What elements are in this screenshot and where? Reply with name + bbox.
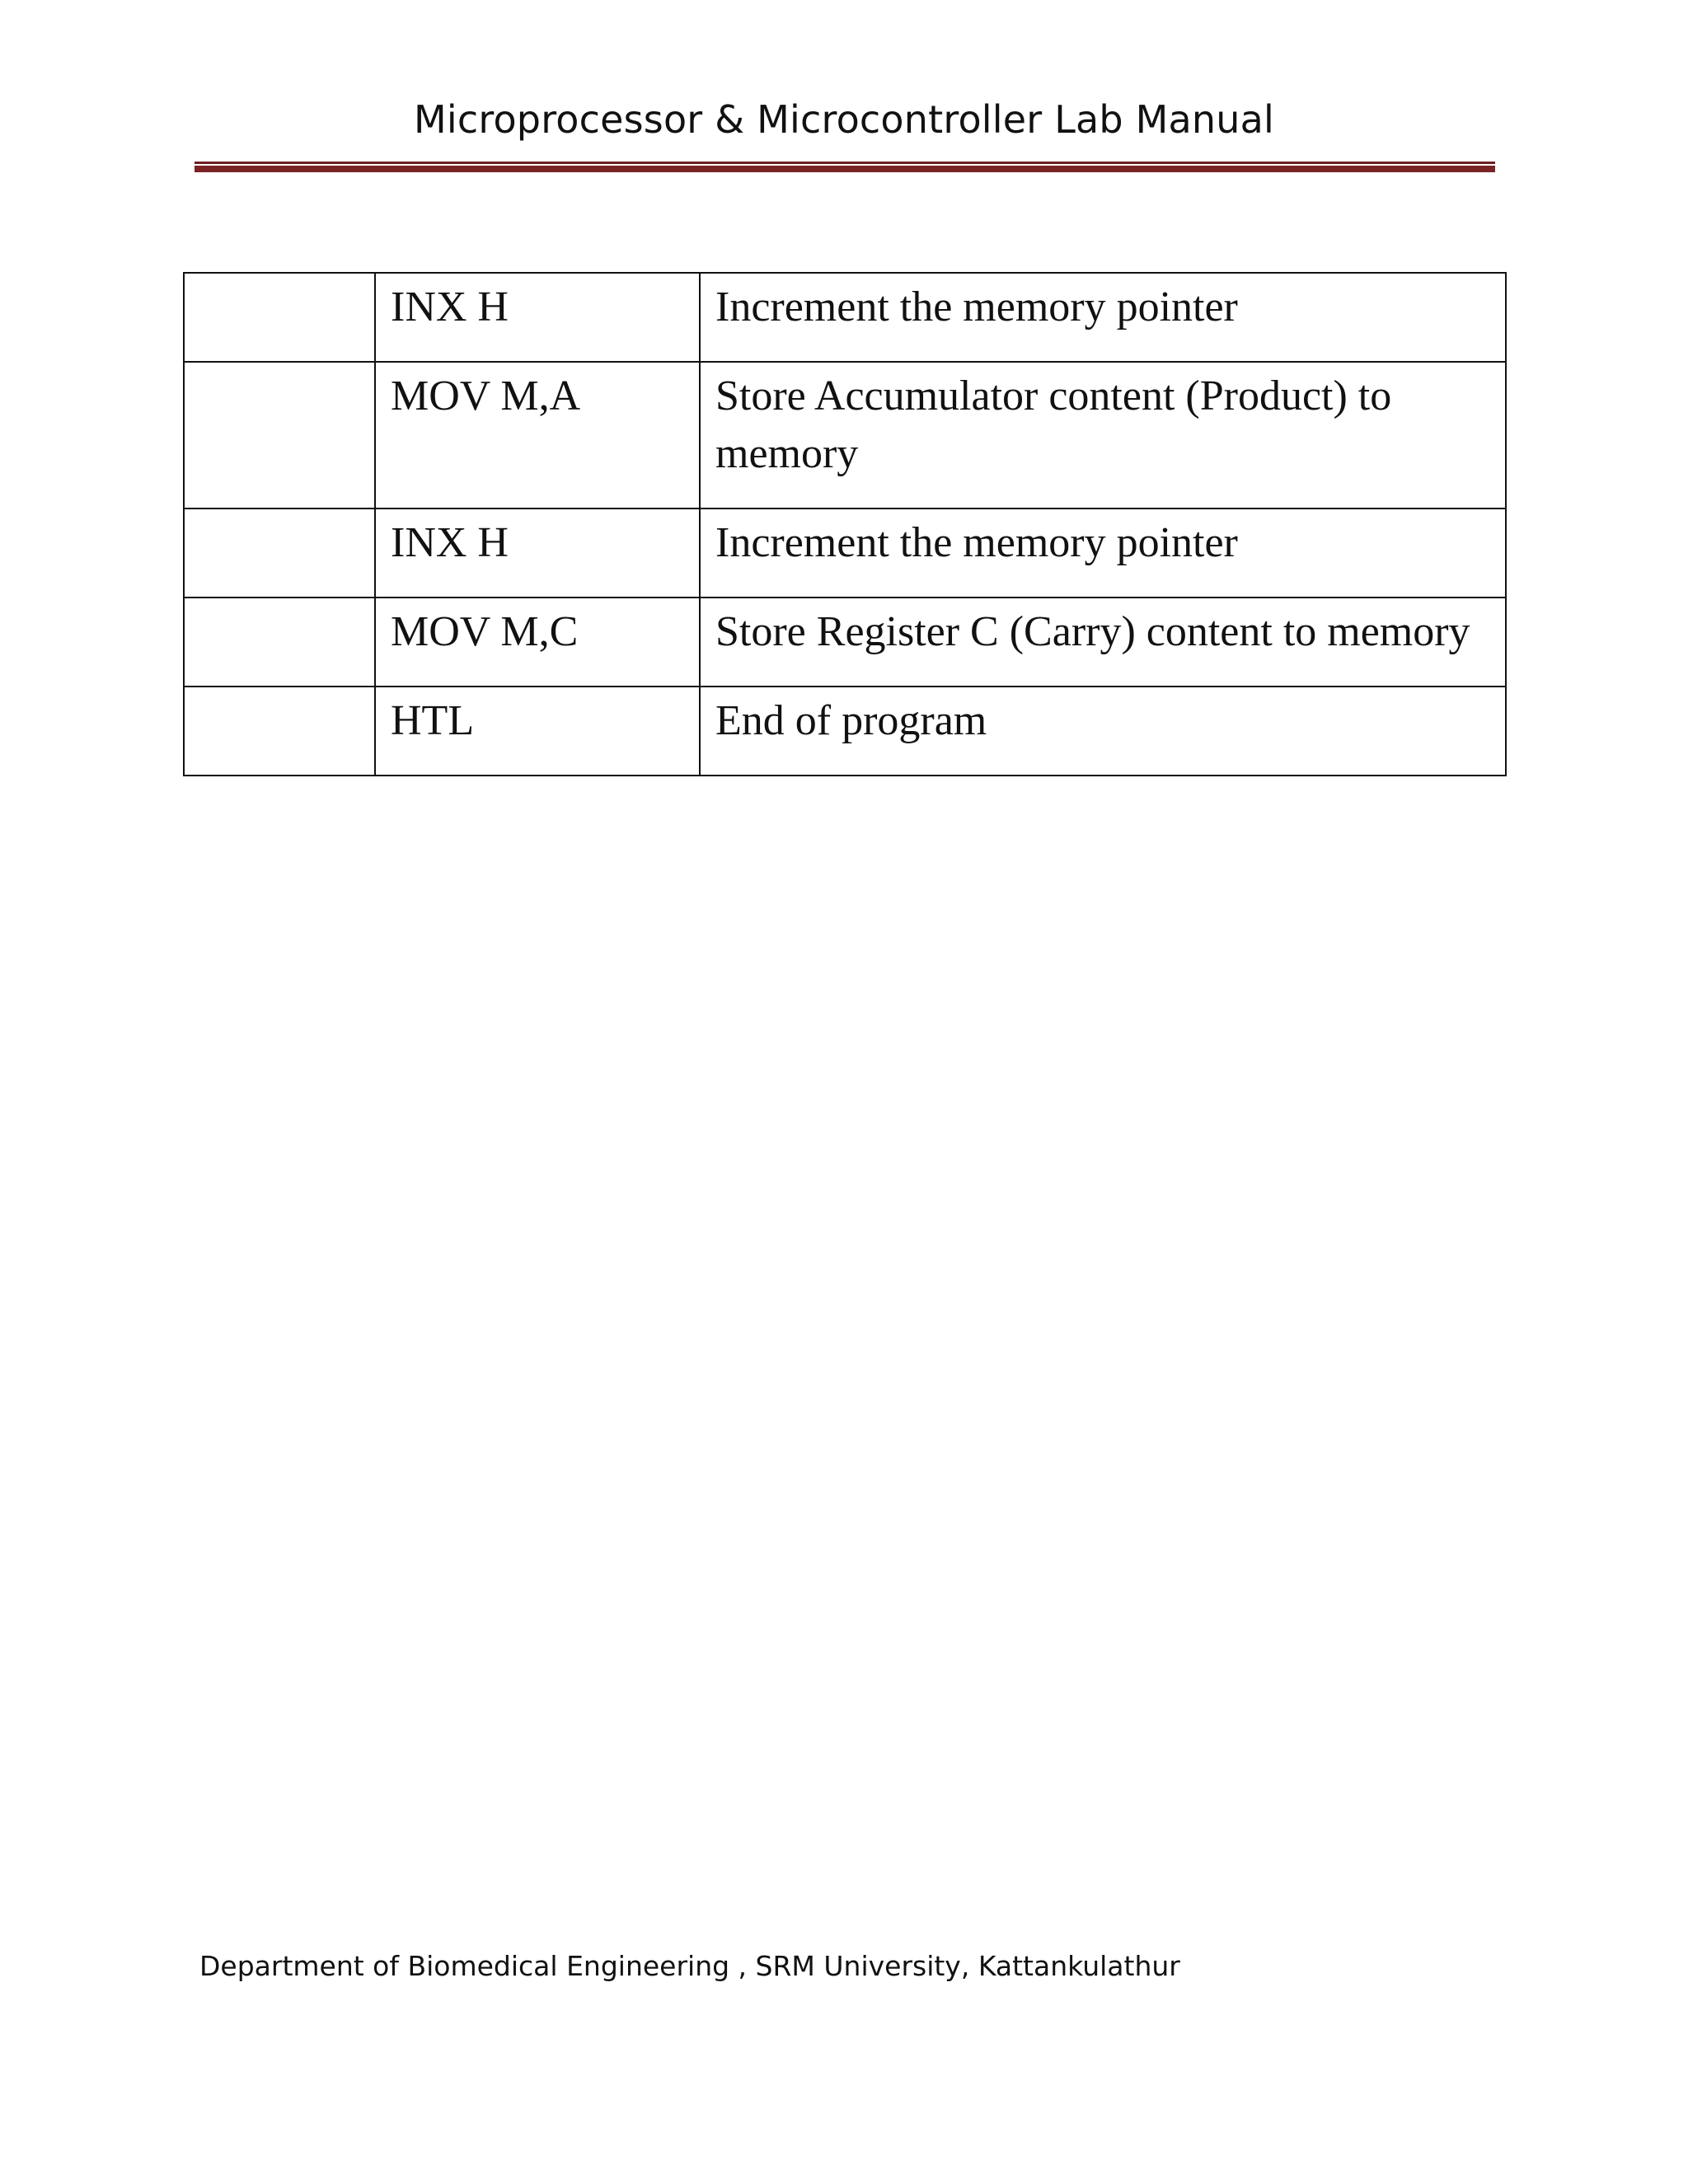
page-footer: Department of Biomedical Engineering , SRM University, Kattankulathur <box>199 1950 1180 1982</box>
comment-cell: Store Register C (Carry) content to memory <box>700 598 1506 687</box>
mnemonic-cell: INX H <box>375 509 700 598</box>
table-row <box>184 509 1506 598</box>
address-cell <box>184 598 375 687</box>
mnemonic-cell: MOV M,C <box>375 598 700 687</box>
comment-cell: Store Accumulator content (Product) to memory <box>700 362 1506 509</box>
address-cell <box>184 687 375 776</box>
address-cell <box>184 362 375 509</box>
table-row <box>184 362 1506 509</box>
comment-cell: Increment the memory pointer <box>700 509 1506 598</box>
mnemonic-cell: INX H <box>375 273 700 362</box>
table-row <box>184 687 1506 776</box>
address-cell <box>184 509 375 598</box>
comment-cell: Increment the memory pointer <box>700 273 1506 362</box>
table-row <box>184 273 1506 362</box>
address-cell <box>184 273 375 362</box>
header-divider-thin <box>195 162 1495 164</box>
page-title: Microprocessor & Microcontroller Lab Manual <box>413 97 1274 142</box>
header-divider-thick <box>195 166 1495 172</box>
program-table <box>183 272 1507 776</box>
comment-cell: End of program <box>700 687 1506 776</box>
mnemonic-cell: MOV M,A <box>375 362 700 509</box>
mnemonic-cell: HTL <box>375 687 700 776</box>
header-divider <box>195 162 1495 172</box>
table-row <box>184 598 1506 687</box>
